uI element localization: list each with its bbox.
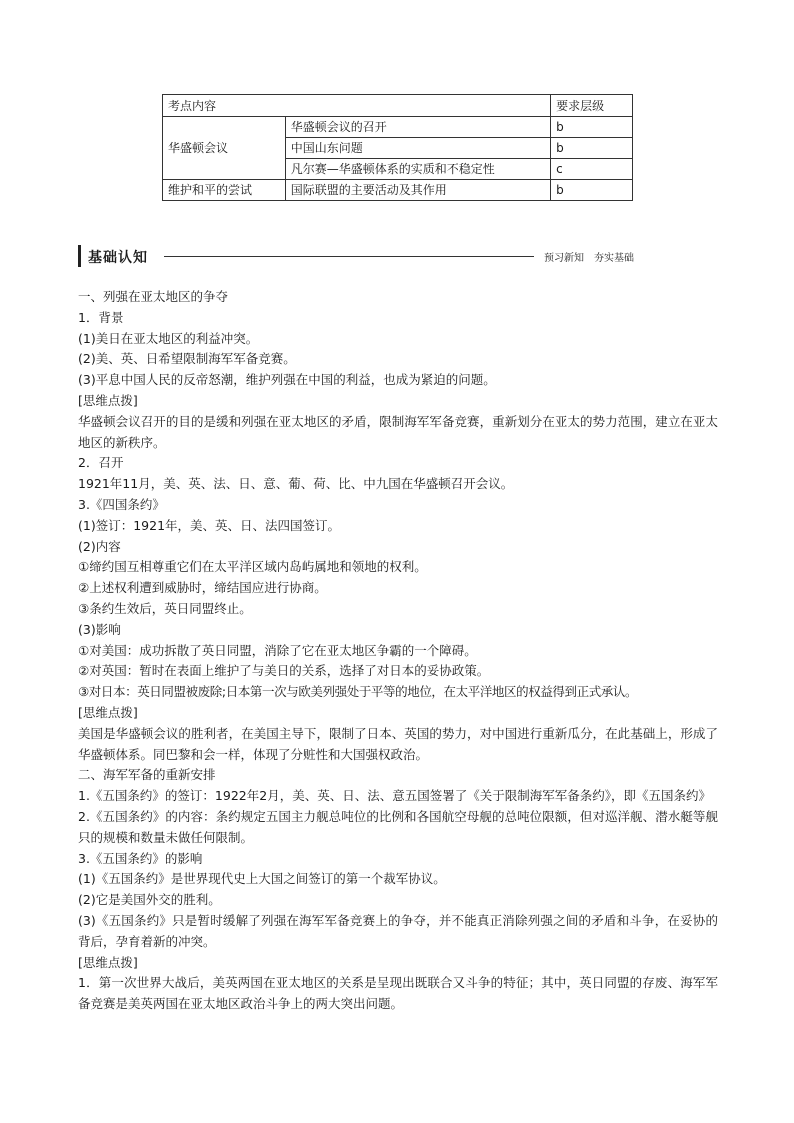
tip-label: [思维点拨] [78,392,138,408]
paragraph: (2)它是美国外交的胜利。 [78,892,221,908]
paragraph: 2.《五国条约》的内容：条约规定五国主力舰总吨位的比例和各国航空母舰的总吨位限额，但对巡洋舰、潜水艇等舰只的规模和数量未做任何限制。 [78,808,718,845]
paragraph: (3)《五国条约》只是暂时缓解了列强在海军军备竞赛上的争夺，并不能真正消除列强之间的矛盾和斗争，在妥协的背后，孕育着新的冲突。 [78,912,718,949]
section-divider-line [164,256,534,257]
subheading: 1．背景 [78,309,124,325]
tip-label: [思维点拨] [78,704,138,720]
paragraph: ②上述权利遭到威胁时，缔结国应进行协商。 [78,580,327,596]
section-title: 基础认知 [88,250,148,266]
tip-label: [思维点拨] [78,954,138,970]
table-item: 华盛顿会议的召开 [285,117,550,138]
body-text [78,287,718,1015]
paragraph: 1．第一次世界大战后，美英两国在亚太地区的关系是呈现出既联合又斗争的特征；其中，英日同盟的存废、海军军备竞赛是美英两国在亚太地区政治斗争上的两大突出问题。 [78,975,718,1012]
paragraph: ③对日本：英日同盟被废除;日本第一次与欧美列强处于平等的地位，在太平洋地区的权益得到正式承认。 [78,684,638,700]
paragraph: ③条约生效后，英日同盟终止。 [78,600,252,616]
paragraph: ①缔约国互相尊重它们在太平洋区域内岛屿属地和领地的权利。 [78,559,427,575]
table-item-level: b [551,180,633,201]
paragraph: 1921年11月，美、英、法、日、意、葡、荷、比、中九国在华盛顿召开会议。 [78,476,514,492]
table-header-level: 要求层级 [551,95,633,117]
table-group-name: 华盛顿会议 [163,117,286,180]
paragraph: ①对美国：成功拆散了英日同盟，消除了它在亚太地区争霸的一个障碍。 [78,642,477,658]
paragraph: (3)平息中国人民的反帝怒潮，维护列强在中国的利益，也成为紧迫的问题。 [78,372,496,388]
table-item-level: b [551,117,633,138]
paragraph: 美国是华盛顿会议的胜利者，在美国主导下，限制了日本、英国的势力，对中国进行重新瓜分，在此基础上，形成了华盛顿体系。同巴黎和会一样，体现了分赃性和大国强权政治。 [78,725,718,762]
heading-1: 二、海军军备的重新安排 [78,767,216,783]
subheading: 2．召开 [78,455,124,471]
exam-requirements-table [162,94,633,201]
table-item: 国际联盟的主要活动及其作用 [285,180,550,201]
section-header [78,245,634,267]
paragraph: (2)内容 [78,538,121,554]
table-item-level: b [551,138,633,159]
table-item: 中国山东问题 [285,138,550,159]
paragraph: (1)《五国条约》是世界现代史上大国之间签订的第一个裁军协议。 [78,871,446,887]
paragraph: (1)签订：1921年，美、英、日、法四国签订。 [78,517,341,533]
table-item-level: c [551,159,633,180]
paragraph: 华盛顿会议召开的目的是缓和列强在亚太地区的矛盾，限制海军军备竞赛，重新划分在亚太的势力范围，建立在亚太地区的新秩序。 [78,413,718,450]
section-subtitle: 预习新知 夯实基础 [544,253,634,264]
heading-1: 一、列强在亚太地区的争夺 [78,289,229,304]
table-header-topic: 考点内容 [163,95,551,117]
table-group-name: 维护和平的尝试 [163,180,286,201]
section-header-bar [78,245,81,267]
paragraph: (1)美日在亚太地区的利益冲突。 [78,330,259,346]
paragraph: 1.《五国条约》的签订：1922年2月，美、英、日、法、意五国签署了《关于限制海军军备条约》，即《五国条约》 [78,788,711,804]
paragraph: ②对英国：暂时在表面上维护了与美日的关系，选择了对日本的妥协政策。 [78,663,490,679]
table-item: 凡尔赛—华盛顿体系的实质和不稳定性 [285,159,550,180]
paragraph: (3)影响 [78,621,121,637]
subheading: 3.《五国条约》的影响 [78,850,203,866]
paragraph: (2)美、英、日希望限制海军军备竞赛。 [78,351,296,367]
subheading: 3.《四国条约》 [78,496,165,512]
